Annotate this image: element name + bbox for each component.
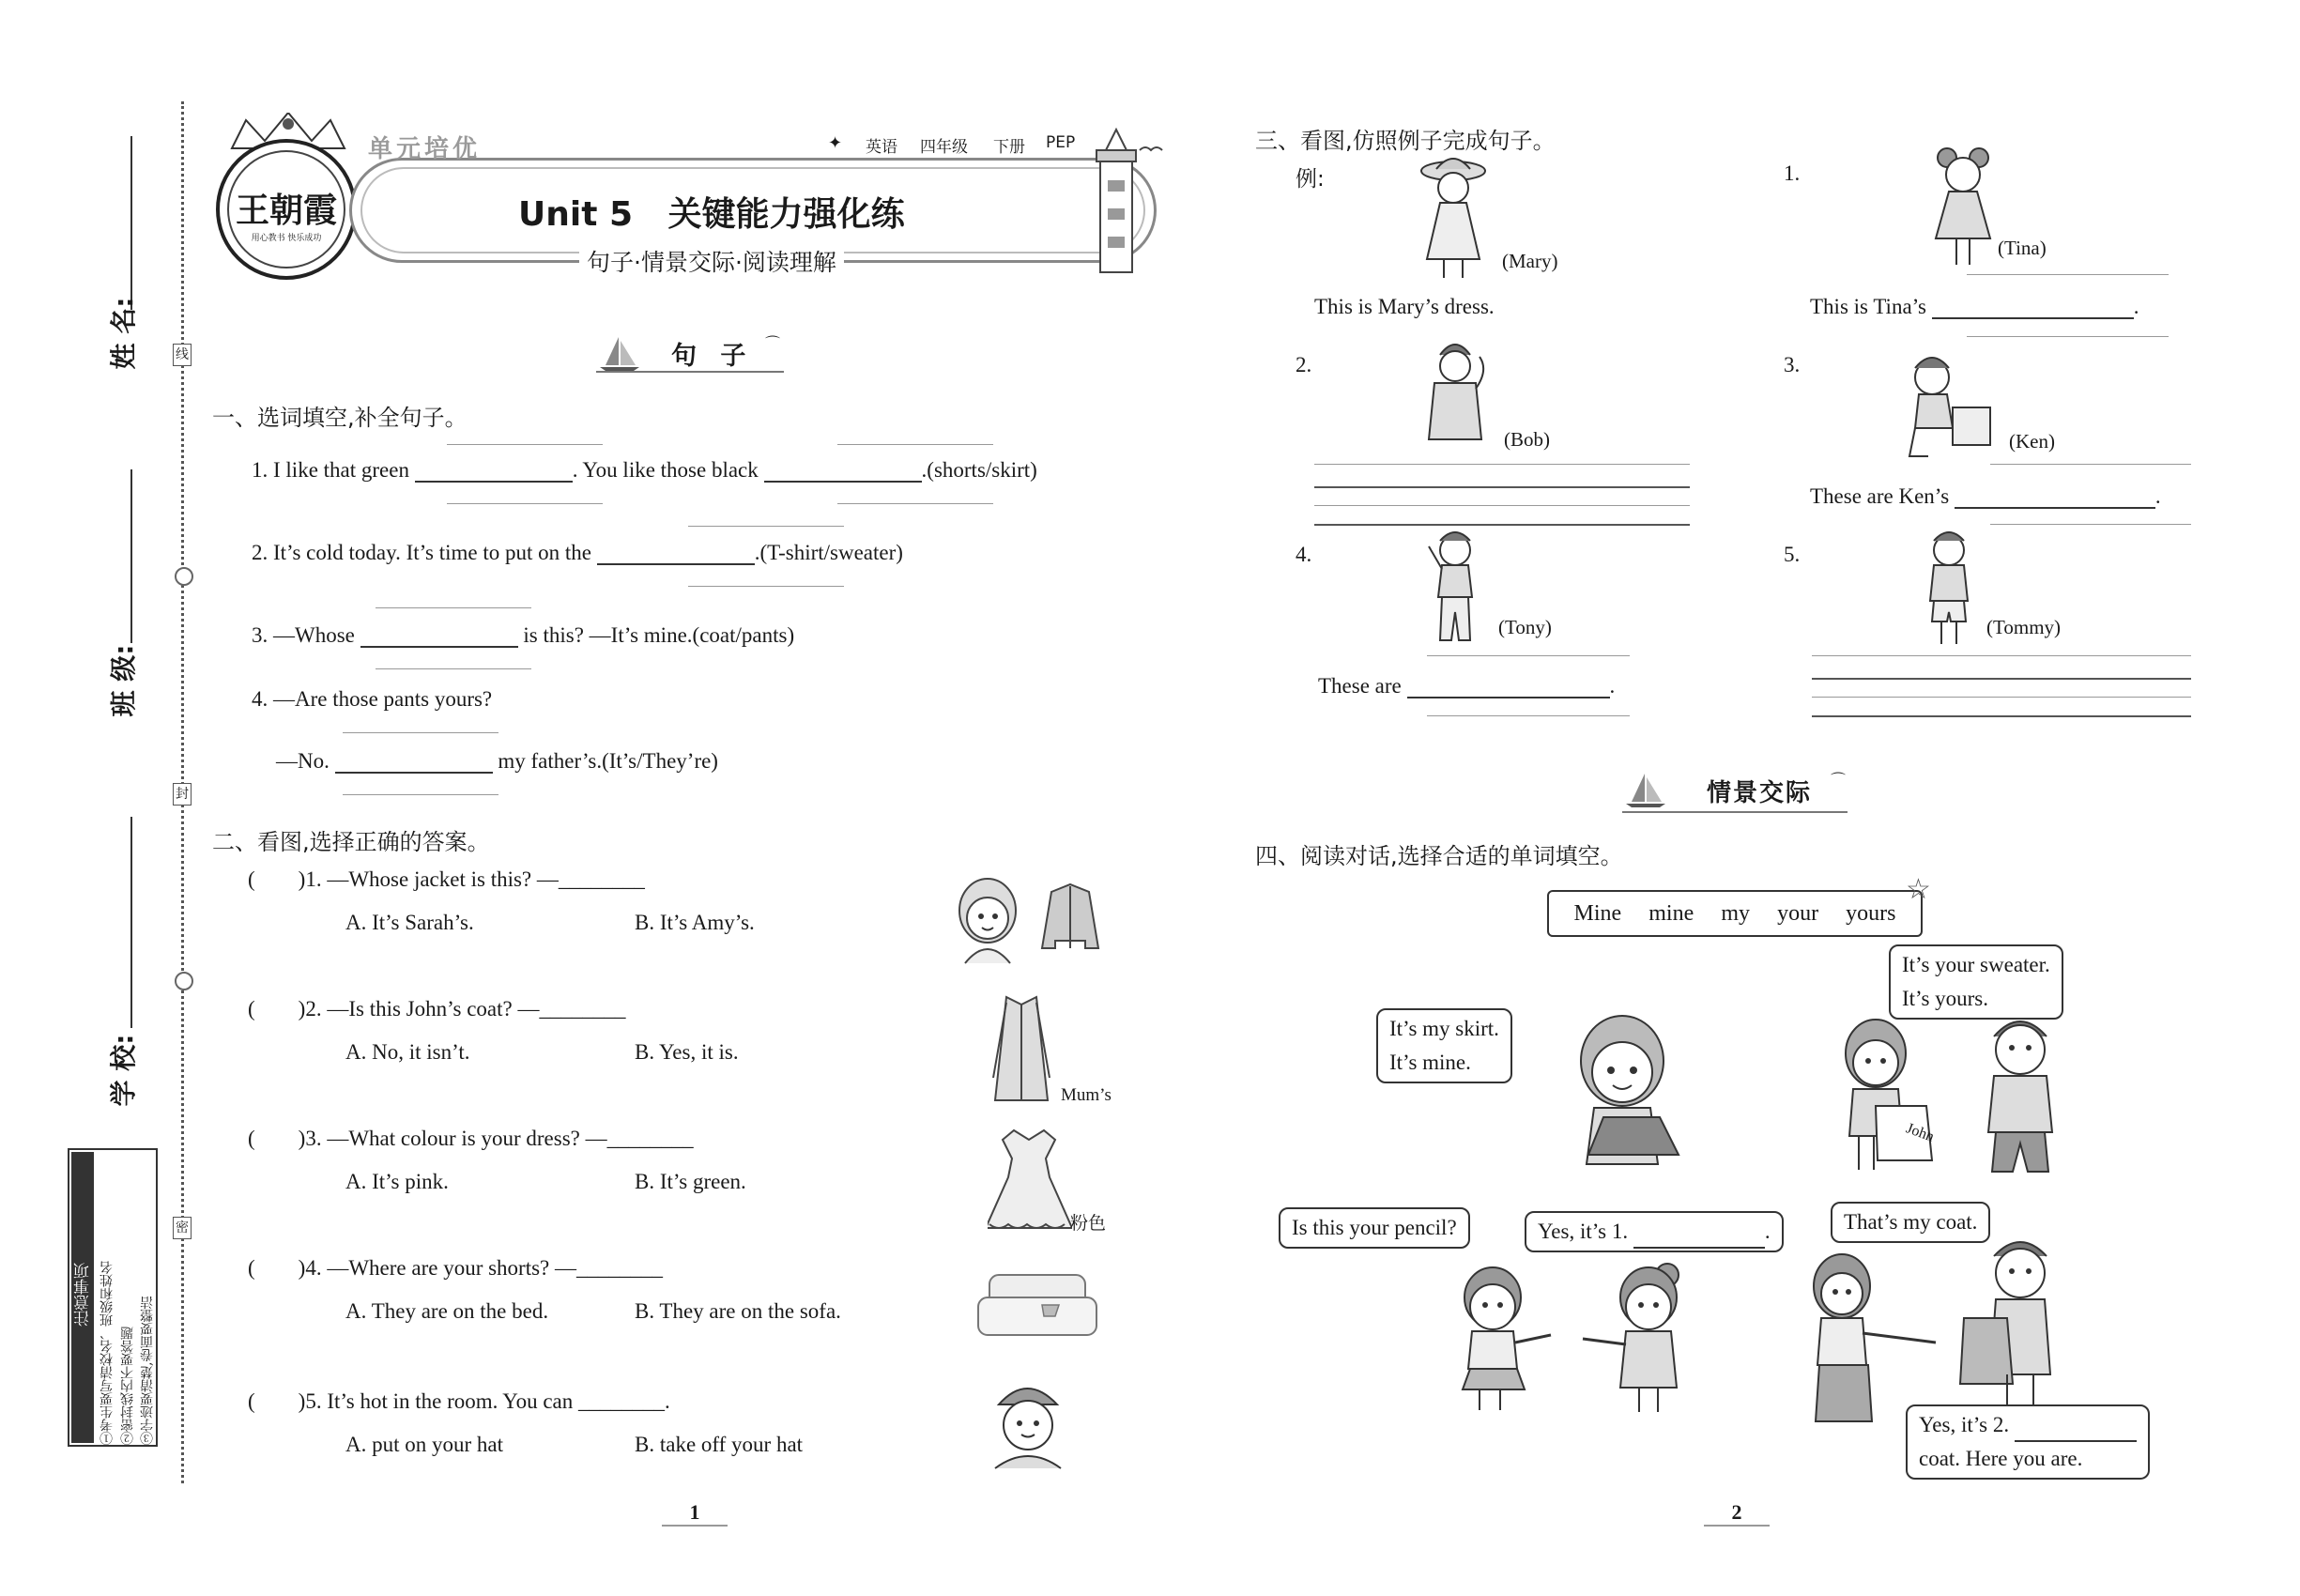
seal-swirl-icon	[175, 567, 193, 586]
sailboat-icon	[1622, 770, 1669, 811]
answer-paren[interactable]: (	[248, 1127, 299, 1150]
answer-paren[interactable]: (	[248, 997, 299, 1021]
option-a: A. It’s pink.	[345, 1170, 449, 1193]
page-subtitle: 句子·情景交际·阅读理解	[579, 244, 844, 278]
coat-illustration	[984, 993, 1059, 1119]
part3-title: 三、看图,仿照例子完成句子。	[1255, 128, 1556, 154]
option-a: A. They are on the bed.	[345, 1299, 549, 1323]
notice-title: 注意事项	[71, 1152, 94, 1443]
part2-title: 二、看图,选择正确的答案。	[212, 829, 490, 855]
answer-blank[interactable]	[1407, 676, 1610, 698]
answer-blank-2[interactable]	[2015, 1421, 2137, 1442]
word-option: your	[1777, 900, 1819, 926]
option-b: B. Yes, it is.	[635, 1040, 739, 1064]
class-label: 班 级:	[108, 644, 139, 717]
girl-dress-illustration	[1416, 152, 1491, 287]
meta-edition: PEP	[1046, 133, 1076, 152]
boy-coat-illustration	[1955, 1235, 2077, 1418]
example-name: (Mary)	[1502, 250, 1558, 272]
sparkle-icon: ✦	[828, 133, 843, 153]
page-number-1: 1	[657, 1500, 732, 1527]
speech-bubble-pencil: Is this your pencil?	[1279, 1207, 1470, 1249]
part3-item-3: These are Ken’s .	[1810, 484, 2161, 508]
answer-blank[interactable]	[335, 751, 493, 774]
answer-blank[interactable]	[1955, 486, 2155, 509]
sofa-illustration	[976, 1269, 1098, 1348]
page-number-2: 2	[1699, 1500, 1774, 1527]
tommy-name: (Tommy)	[1986, 616, 2062, 638]
part1-q1: 1. I like that green . You like those black .(shorts/skirt)	[252, 458, 1037, 482]
girl-pointing-illustration	[1573, 1258, 1695, 1421]
speech-bubble-yes-1: Yes, it’s 1. .	[1525, 1211, 1784, 1252]
logo-sub: 用心教书 快乐成功	[251, 234, 322, 243]
option-a: A. It’s Sarah’s.	[345, 911, 474, 934]
part3-num-2: 2.	[1296, 353, 1312, 376]
boy-tony-illustration	[1418, 528, 1493, 653]
answer-paren[interactable]: (	[248, 867, 299, 891]
part2-item-2: ( )2. —Is this John’s coat? —________	[248, 997, 626, 1021]
option-b: B. It’s green.	[635, 1170, 746, 1193]
class-field[interactable]	[103, 469, 141, 732]
notice-box	[68, 1148, 158, 1447]
school-label: 学 校:	[108, 1034, 139, 1107]
lighthouse-icon	[1072, 122, 1175, 282]
part2-item-1: ( )1. —Whose jacket is this? —________	[248, 867, 645, 891]
sailboat-icon	[596, 333, 643, 375]
part2-item-5: ( )5. It’s hot in the room. You can ________.	[248, 1389, 670, 1413]
dress-illustration	[988, 1127, 1072, 1234]
part3-num-5: 5.	[1784, 543, 1801, 566]
girl-skirt-illustration	[1556, 1014, 1697, 1177]
answer-blank-1[interactable]	[1633, 1228, 1765, 1249]
word-bank	[1547, 890, 1923, 937]
coat-caption: Mum’s	[1061, 1085, 1112, 1105]
school-field[interactable]	[103, 817, 141, 1127]
speech-bubble-skirt: It’s my skirt. It’s mine.	[1376, 1008, 1512, 1083]
tony-name: (Tony)	[1498, 616, 1552, 638]
ken-name: (Ken)	[2009, 430, 2055, 453]
option-b: B. They are on the sofa.	[635, 1299, 841, 1323]
section-dialogue-title: 情景交际 ⌒	[1622, 770, 1857, 813]
part3-item-1: This is Tina’s .	[1810, 295, 2139, 318]
option-b: B. take off your hat	[635, 1433, 804, 1456]
notice-item-3: ③字迹要清楚,卷面要整洁	[140, 1296, 155, 1445]
girl-tina-illustration	[1921, 143, 2005, 278]
boy-tommy-illustration	[1911, 528, 1986, 653]
answer-paren[interactable]: (	[248, 1256, 299, 1280]
answer-blank[interactable]	[360, 625, 518, 648]
part3-num-3: 3.	[1784, 353, 1801, 376]
word-option: Mine	[1573, 900, 1622, 926]
answer-blank[interactable]	[415, 460, 573, 483]
answer-paren[interactable]: (	[248, 1389, 299, 1413]
section-sentences-title: 句 子 ⌒	[596, 333, 793, 375]
part1-q4a: 4. —Are those pants yours?	[252, 687, 493, 711]
logo-text: 王朝霞	[235, 191, 337, 230]
word-option: yours	[1846, 900, 1896, 926]
meta-subject: 英语	[866, 138, 897, 157]
page-title: Unit 5 关键能力强化练	[518, 195, 905, 234]
boy-hat-illustration	[976, 1376, 1080, 1474]
seal-mark-1: 线	[173, 344, 192, 366]
name-label: 姓 名:	[108, 297, 139, 370]
series-label: 单元培优	[368, 135, 482, 163]
meta-grade: 四年级	[920, 138, 968, 157]
part4-title: 四、阅读对话,选择合适的单词填空。	[1255, 843, 1623, 869]
bird-icon: ⌒	[1831, 771, 1847, 789]
dress-caption: 粉色	[1070, 1213, 1107, 1234]
part1-q3: 3. —Whose is this? —It’s mine.(coat/pants)	[252, 623, 795, 647]
girl-pencil-illustration	[1446, 1264, 1558, 1418]
example-label: 例:	[1296, 167, 1325, 192]
bird-icon: ⌒	[765, 334, 781, 352]
boy-john-illustration	[1973, 1008, 2067, 1181]
seal-mark-3: 密	[173, 1217, 192, 1239]
sweater-tag: John	[1904, 1120, 1937, 1145]
answer-blank[interactable]	[764, 460, 922, 483]
option-a: A. put on your hat	[345, 1433, 504, 1456]
part3-num-1: 1.	[1784, 161, 1801, 185]
answer-blank[interactable]	[597, 543, 755, 565]
speech-bubble-coat: That’s my coat.	[1831, 1202, 1990, 1243]
part2-item-4: ( )4. —Where are your shorts? —________	[248, 1256, 664, 1280]
girl-jacket-illustration	[948, 873, 1117, 971]
seal-mark-2: 封	[173, 783, 192, 806]
part1-q4b: —No. my father’s.(It’s/They’re)	[276, 749, 718, 773]
option-b: B. It’s Amy’s.	[635, 911, 755, 934]
boy-ken-illustration	[1894, 349, 1998, 466]
speech-bubble-yes-2: Yes, it’s 2. coat. Here you are.	[1906, 1404, 2150, 1480]
part1-title: 一、选词填空,补全句子。	[212, 405, 468, 431]
girl-sweater-illustration	[1829, 1016, 1941, 1179]
boy-bob-illustration	[1418, 336, 1493, 462]
logo-seal	[216, 139, 357, 280]
seal-swirl-icon	[175, 972, 193, 990]
name-field[interactable]	[103, 136, 141, 371]
star-icon: ☆	[1906, 873, 1931, 906]
bob-name: (Bob)	[1504, 428, 1550, 451]
notice-item-2: ②密封线内不要答题	[120, 1327, 135, 1445]
word-option: mine	[1648, 900, 1694, 926]
part1-q2: 2. It’s cold today. It’s time to put on the .(T-shirt/sweater)	[252, 541, 903, 564]
word-option: my	[1721, 900, 1750, 926]
part2-item-3: ( )3. —What colour is your dress? —________	[248, 1127, 694, 1150]
girl-coat-illustration	[1804, 1249, 1945, 1431]
header-banner	[208, 113, 1185, 282]
notice-item-1: ①考生要写清校名、班级和姓名	[100, 1261, 115, 1445]
part3-num-4: 4.	[1296, 543, 1312, 566]
meta-volume: 下册	[993, 138, 1025, 157]
option-a: A. No, it isn’t.	[345, 1040, 470, 1064]
part3-item-4: These are .	[1318, 674, 1616, 698]
answer-blank[interactable]	[1932, 297, 2134, 319]
tina-name: (Tina)	[1998, 237, 2047, 259]
speech-bubble-sweater: It’s your sweater. It’s yours.	[1889, 944, 2063, 1020]
example-sentence: This is Mary’s dress.	[1314, 295, 1495, 318]
